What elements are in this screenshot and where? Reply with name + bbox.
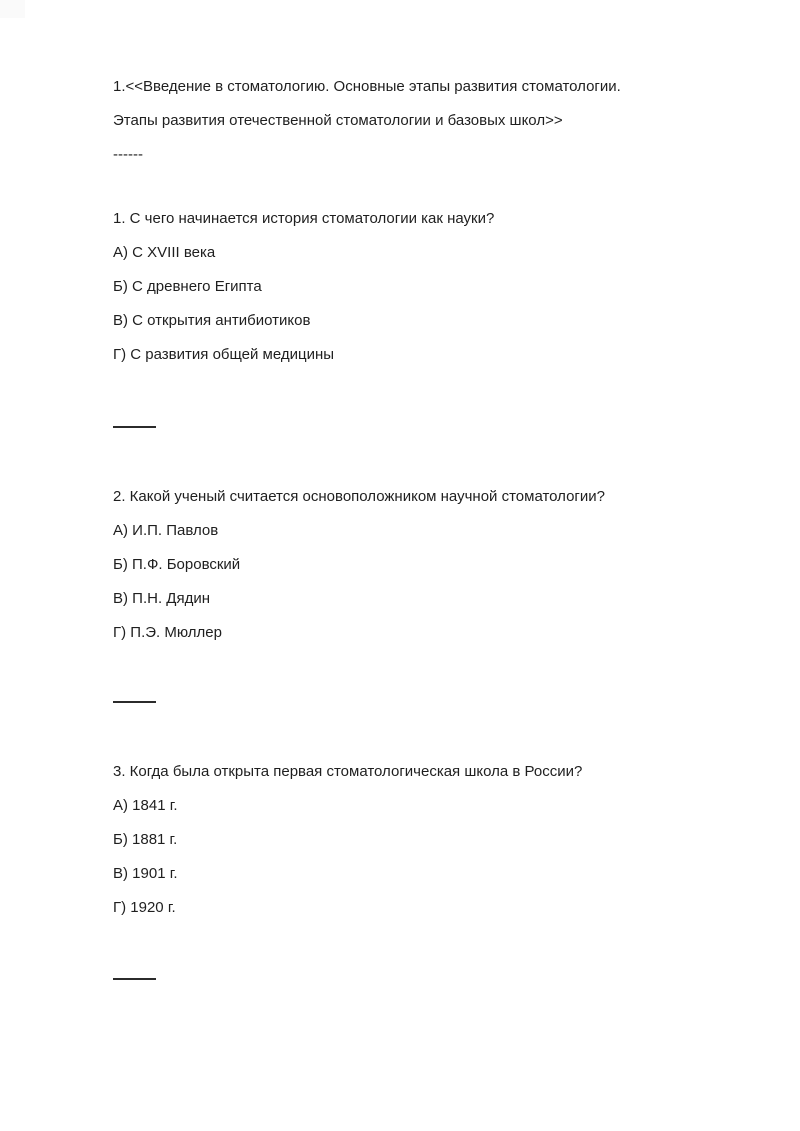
question-block-2 [113, 486, 740, 643]
question-2-option-v: В) П.Н. Дядин [113, 590, 210, 607]
question-3-option-g: Г) 1920 г. [113, 899, 176, 916]
question-1-text: 1. С чего начинается история стоматологии как науки? [113, 210, 495, 227]
question-block-3 [113, 761, 740, 918]
question-2-option-a: А) И.П. Павлов [113, 522, 219, 539]
question-1-option-g: Г) С развития общей медицины [113, 346, 335, 363]
doc-title-line-2: Этапы развития отечественной стоматологии и базовых школ>> [113, 112, 563, 129]
answer-blank-line-3 [113, 959, 156, 980]
question-2-option-g: Г) П.Э. Мюллер [113, 624, 222, 641]
question-1-option-v: В) С открытия антибиотиков [113, 312, 311, 329]
question-2-text: 2. Какой ученый считается основоположником научной стоматологии? [113, 488, 606, 505]
answer-blank-line-1 [113, 407, 156, 428]
question-3-text: 3. Когда была открыта первая стоматологическая школа в России? [113, 763, 583, 780]
question-3-option-a: А) 1841 г. [113, 797, 178, 814]
question-3-option-b: Б) 1881 г. [113, 831, 178, 848]
answer-blank-line-2 [113, 682, 156, 703]
question-1-option-b: Б) С древнего Египта [113, 278, 262, 295]
separator-dashes: ------ [113, 146, 143, 163]
question-1-option-a: А) С XVIII века [113, 244, 216, 261]
question-block-1 [113, 208, 740, 365]
doc-title-line-1: 1.<<Введение в стоматологию. Основные этапы развития стоматологии. [113, 78, 621, 95]
question-3-option-v: В) 1901 г. [113, 865, 178, 882]
page-corner-artifact [0, 0, 25, 18]
question-2-option-b: Б) П.Ф. Боровский [113, 556, 241, 573]
